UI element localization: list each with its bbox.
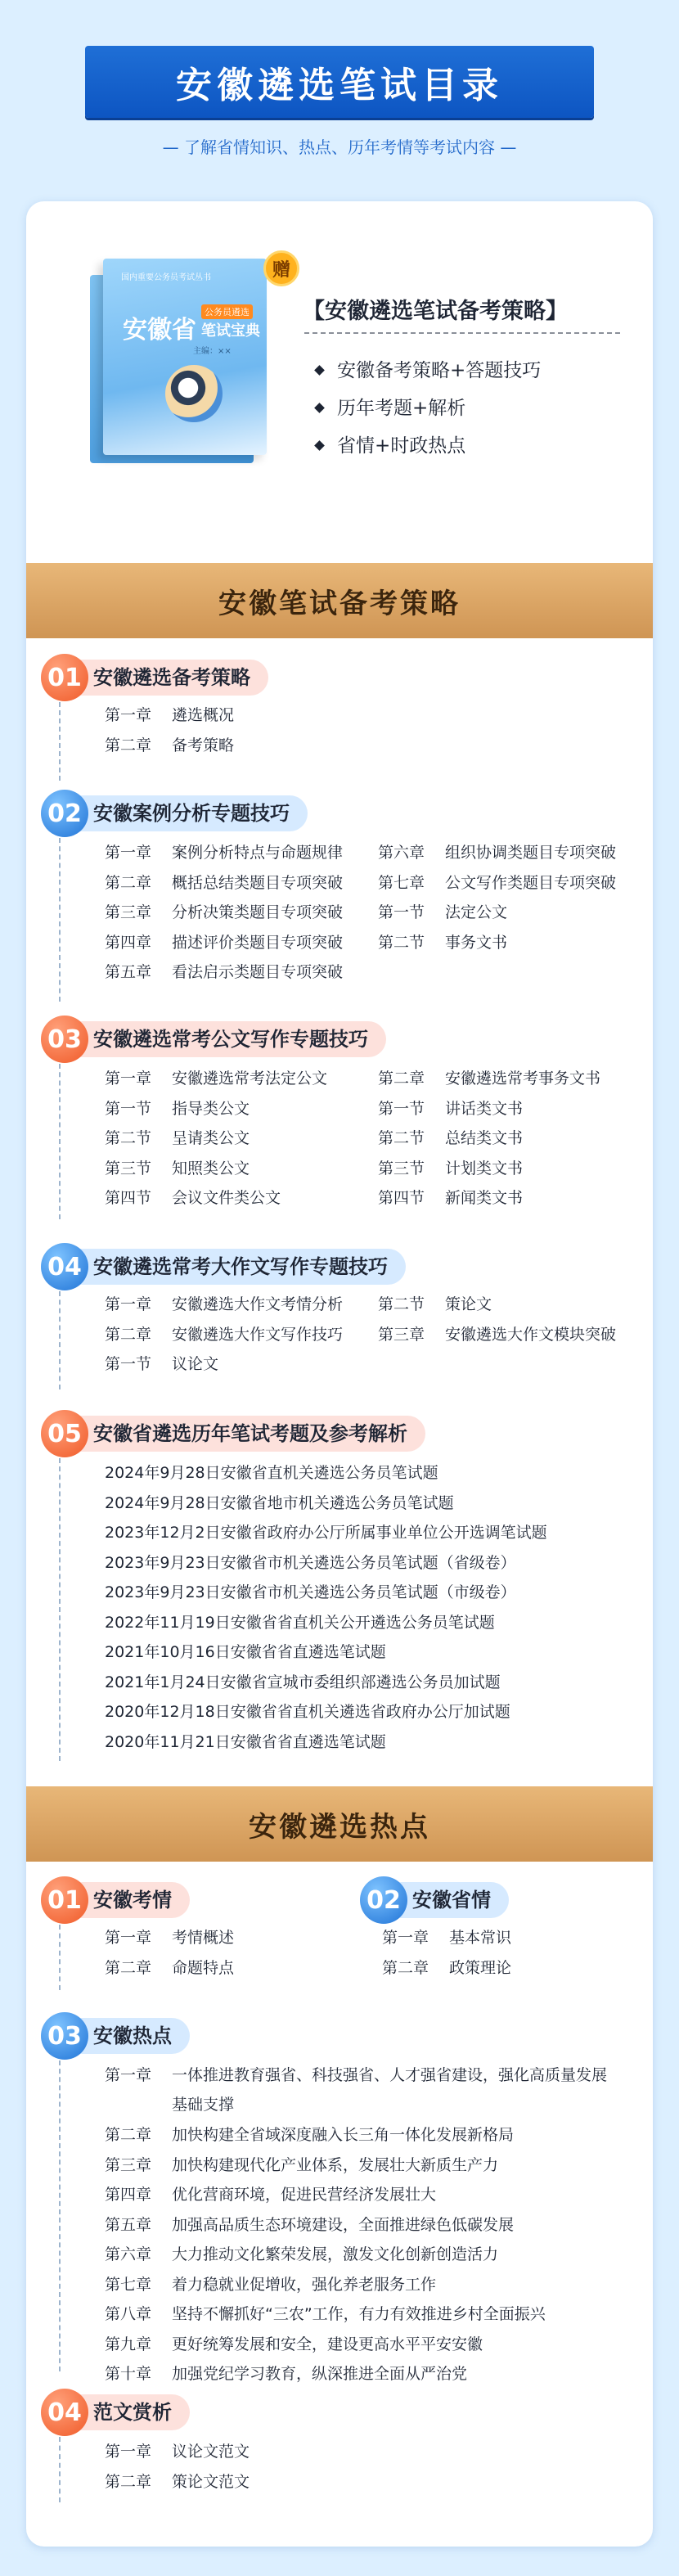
section-number-badge: 01 [41, 1876, 88, 1924]
chapter-number: 第一章 [105, 844, 152, 862]
chapter-number: 第五章 [105, 963, 152, 981]
chapter-number: 第三节 [378, 1159, 425, 1178]
chapter-number: 第一节 [105, 1099, 152, 1118]
chapter-title: 计划类文书 [445, 1159, 524, 1178]
chapter-number: 第一章 [105, 1929, 152, 1947]
catalog-row [105, 2299, 546, 2329]
chapter-number: 第二章 [105, 873, 152, 892]
chapter-title: 基本常识 [449, 1929, 512, 1947]
exam-paper-row: 2023年9月23日安徽省市机关遴选公务员笔试题（市级卷） [105, 1583, 516, 1601]
section-number-badge: 05 [41, 1410, 88, 1457]
catalog-row [382, 1953, 511, 1983]
section-number-badge: 02 [41, 790, 88, 837]
catalog-row [105, 2210, 514, 2240]
chapter-number: 第九章 [105, 2335, 152, 2353]
chapter-number: 第七章 [378, 873, 425, 892]
chapter-number: 第三章 [378, 1325, 425, 1344]
chapter-title: 着力稳就业促增收，强化养老服务工作 [172, 2275, 437, 2294]
chapter-number: 第二章 [105, 736, 152, 754]
section-header-s2 [41, 792, 308, 835]
section-header-s4 [41, 1245, 406, 1288]
catalog-row [105, 928, 343, 957]
chapter-number: 第二章 [105, 1958, 152, 1977]
strategy-item: 省情+时政热点 [316, 427, 541, 465]
chapter-title: 概括总结类题目专项突破 [172, 873, 344, 892]
timeline-dashed-line [59, 1064, 61, 1219]
exam-paper-row: 2022年11月19日安徽省省直机关公开遴选公务员笔试题 [105, 1613, 495, 1632]
catalog-row [105, 700, 234, 730]
catalog-row [105, 2437, 250, 2466]
chapter-title: 事务文书 [445, 933, 508, 952]
chapter-title: 命题特点 [172, 1958, 235, 1977]
chapter-title: 考情概述 [172, 1929, 235, 1947]
catalog-row [105, 1320, 343, 1349]
catalog-row [382, 1923, 511, 1952]
book-cover-title: 安徽省 [123, 316, 196, 345]
book-front-cover [103, 259, 267, 455]
strategy-list [316, 352, 541, 465]
section-number-badge: 04 [41, 1243, 88, 1290]
chapter-title: 备考策略 [172, 736, 235, 754]
strategy-title: 【安徽遴选笔试备考策略】 [303, 299, 568, 324]
chapter-number: 第二章 [105, 2126, 152, 2144]
catalog-row [378, 928, 507, 957]
chapter-title: 看法启示类题目专项突破 [172, 963, 344, 981]
section-header-s5 [41, 1412, 425, 1455]
catalog-row [378, 1320, 616, 1349]
catalog-row [105, 2150, 498, 2180]
chapter-number: 第一章 [105, 2443, 152, 2461]
catalog-row [105, 1183, 281, 1213]
chapter-title: 安徽遴选常考法定公文 [172, 1070, 328, 1088]
catalog-row [378, 1094, 523, 1124]
timeline-dashed-line [59, 838, 61, 1002]
section-header-h3 [41, 2015, 190, 2057]
catalog-row [105, 957, 343, 987]
catalog-row [378, 868, 616, 898]
chapter-title: 加快构建全省域深度融入长三角一体化发展新格局 [172, 2126, 515, 2144]
catalog-row [105, 1953, 234, 1983]
chapter-title: 法定公文 [445, 903, 508, 921]
exam-paper-row: 2024年9月28日安徽省地市机关遴选公务员笔试题 [105, 1493, 454, 1512]
chapter-title: 安徽遴选大作文写作技巧 [172, 1325, 344, 1344]
section-label: 安徽热点 [70, 2018, 190, 2054]
chapter-number: 第四节 [378, 1189, 425, 1207]
catalog-row [105, 898, 343, 927]
catalog-row [105, 2330, 483, 2359]
exam-paper-row: 2020年12月18日安徽省省直机关遴选省政府办公厅加试题 [105, 1703, 510, 1721]
chapter-title: 指导类公文 [172, 1099, 250, 1118]
page-subtitle: — 了解省情知识、热点、历年考情等考试内容 — [162, 137, 517, 157]
chapter-title: 安徽遴选大作文考情分析 [172, 1295, 344, 1313]
chapter-title: 政策理论 [449, 1958, 512, 1977]
catalog-row [105, 1094, 250, 1124]
chapter-number: 第一节 [105, 1355, 152, 1373]
section-label: 安徽案例分析专题技巧 [70, 795, 308, 831]
chapter-title: 公文写作类题目专项突破 [445, 873, 617, 892]
catalog-row [105, 868, 343, 898]
section-label: 范文赏析 [70, 2394, 190, 2430]
section-label: 安徽遴选常考公文写作专题技巧 [70, 1021, 386, 1057]
chapter-title: 加快构建现代化产业体系，发展壮大新质生产力 [172, 2155, 499, 2174]
chapter-number: 第二节 [378, 1129, 425, 1147]
catalog-row [378, 838, 616, 867]
chapter-title: 讲话类文书 [445, 1099, 524, 1118]
chapter-number: 第六章 [105, 2245, 152, 2263]
timeline-dashed-line [59, 702, 61, 781]
section-number-badge: 04 [41, 2389, 88, 2436]
chapter-number: 第三章 [105, 903, 152, 921]
strategy-divider [304, 332, 620, 334]
chapter-number: 第一章 [105, 1070, 152, 1088]
exam-paper-row: 2021年10月16日安徽省省直遴选笔试题 [105, 1643, 386, 1661]
book-cover-author: 主编：×× [193, 347, 232, 356]
catalog-row [105, 1290, 343, 1319]
catalog-row [105, 1124, 250, 1153]
catalog-row [378, 1064, 600, 1093]
page-title: 安徽遴选笔试目录 [85, 46, 594, 118]
chapter-title: 总结类文书 [445, 1129, 524, 1147]
catalog-row [105, 2060, 622, 2119]
chapter-number: 第一节 [378, 903, 425, 921]
section-header-s1 [41, 656, 268, 699]
chapter-number: 第三章 [105, 2155, 152, 2174]
section-label: 安徽遴选常考大作文写作专题技巧 [70, 1249, 406, 1285]
chapter-number: 第二节 [378, 1295, 425, 1313]
catalog-row [378, 1154, 523, 1183]
timeline-dashed-line [59, 1925, 61, 1990]
section-header-s3 [41, 1018, 386, 1061]
chapter-title: 大力推动文化繁荣发展，激发文化创新创造活力 [172, 2245, 499, 2263]
chapter-number: 第四节 [105, 1189, 152, 1207]
chapter-title: 一体推进教育强省、科技强省、人才强省建设，强化高质量发展基础支撑 [172, 2066, 608, 2114]
catalog-row [105, 2270, 436, 2299]
chapter-number: 第一节 [378, 1099, 425, 1118]
book-series-text: 国内重要公务员考试丛书 [121, 273, 211, 282]
catalog-row [105, 838, 343, 867]
chapter-number: 第一章 [105, 706, 152, 724]
chapter-title: 加强党纪学习教育，纵深推进全面从严治党 [172, 2365, 468, 2383]
chapter-number: 第二章 [382, 1958, 429, 1977]
catalog-row [105, 2467, 250, 2497]
section-label: 安徽遴选备考策略 [70, 660, 268, 696]
strategy-item: 历年考题+解析 [316, 390, 541, 427]
chapter-title: 分析决策类题目专项突破 [172, 903, 344, 921]
chapter-number: 第一章 [382, 1929, 429, 1947]
catalog-row [105, 1923, 234, 1952]
strategy-item: 安徽备考策略+答题技巧 [316, 352, 541, 390]
chapter-number: 第一章 [105, 1295, 152, 1313]
chapter-title: 知照类公文 [172, 1159, 250, 1178]
section-label: 安徽省情 [389, 1882, 509, 1918]
catalog-row [105, 2240, 498, 2269]
catalog-row [105, 2180, 436, 2209]
chapter-number: 第六章 [378, 844, 425, 862]
section-label: 安徽省遴选历年笔试考题及参考解析 [70, 1416, 425, 1452]
chapter-number: 第二节 [105, 1129, 152, 1147]
chapter-title: 坚持不懈抓好“三农”工作，有力有效推进乡村全面振兴 [172, 2305, 546, 2323]
book-cover-tag: 公务员遴选 [201, 304, 253, 319]
chapter-number: 第二章 [105, 1325, 152, 1344]
chapter-title: 优化营商环境，促进民营经济发展壮大 [172, 2186, 437, 2204]
section-number-badge: 01 [41, 654, 88, 701]
exam-paper-row: 2021年1月24日安徽省宣城市委组织部遴选公务员加试题 [105, 1673, 501, 1691]
catalog-card [26, 201, 653, 2547]
section-number-badge: 02 [360, 1876, 407, 1924]
catalog-row [105, 2359, 467, 2389]
catalog-row [378, 898, 507, 927]
catalog-row [105, 1064, 327, 1093]
timeline-dashed-line [59, 1458, 61, 1761]
chapter-number: 第四章 [105, 2186, 152, 2204]
catalog-row [378, 1183, 523, 1213]
chapter-title: 组织协调类题目专项突破 [445, 844, 617, 862]
chapter-title: 呈请类公文 [172, 1129, 250, 1147]
chapter-number: 第七章 [105, 2275, 152, 2294]
catalog-row [105, 1349, 218, 1379]
section-header-h1 [41, 1879, 190, 1921]
section-header-h2 [360, 1879, 509, 1921]
astronaut-illustration [165, 365, 223, 422]
chapter-number: 第十章 [105, 2365, 152, 2383]
timeline-dashed-line [59, 2437, 61, 2502]
catalog-row [105, 1154, 250, 1183]
chapter-title: 案例分析特点与命题规律 [172, 844, 344, 862]
catalog-row [378, 1290, 492, 1319]
book-cover-subtitle: 笔试宝典 [201, 322, 260, 340]
book-image [57, 250, 290, 471]
chapter-number: 第八章 [105, 2305, 152, 2323]
chapter-title: 描述评价类题目专项突破 [172, 933, 344, 952]
chapter-title: 策论文 [445, 1295, 492, 1313]
section-band-strategy: 安徽笔试备考策略 [26, 563, 653, 638]
section-number-badge: 03 [41, 2012, 88, 2060]
chapter-title: 加强高品质生态环境建设，全面推进绿色低碳发展 [172, 2215, 515, 2234]
chapter-number: 第五章 [105, 2215, 152, 2234]
exam-paper-row: 2023年9月23日安徽省市机关遴选公务员笔试题（省级卷） [105, 1553, 516, 1572]
catalog-row [105, 731, 234, 760]
timeline-dashed-line [59, 1291, 61, 1389]
chapter-number: 第二节 [378, 933, 425, 952]
section-band-hotspots: 安徽遴选热点 [26, 1786, 653, 1862]
chapter-number: 第一章 [105, 2066, 152, 2084]
chapter-title: 安徽遴选常考事务文书 [445, 1070, 601, 1088]
chapter-title: 议论文范文 [172, 2443, 250, 2461]
chapter-title: 会议文件类公文 [172, 1189, 281, 1207]
catalog-row [378, 1124, 523, 1153]
chapter-number: 第三节 [105, 1159, 152, 1178]
chapter-number: 第四章 [105, 933, 152, 952]
chapter-number: 第二章 [105, 2472, 152, 2491]
exam-paper-row: 2024年9月28日安徽省直机关遴选公务员笔试题 [105, 1464, 438, 1482]
timeline-dashed-line [59, 2060, 61, 2371]
chapter-title: 安徽遴选大作文模块突破 [445, 1325, 617, 1344]
exam-paper-row: 2023年12月2日安徽省政府办公厅所属事业单位公开选调笔试题 [105, 1524, 547, 1542]
gift-badge-icon: 赠 [263, 250, 299, 286]
chapter-title: 策论文范文 [172, 2472, 250, 2491]
section-label: 安徽考情 [70, 1882, 190, 1918]
chapter-title: 遴选概况 [172, 706, 235, 724]
chapter-title: 议论文 [172, 1355, 219, 1373]
section-number-badge: 03 [41, 1016, 88, 1063]
exam-paper-row: 2020年11月21日安徽省省直遴选笔试题 [105, 1732, 386, 1751]
chapter-title: 新闻类文书 [445, 1189, 524, 1207]
chapter-number: 第二章 [378, 1070, 425, 1088]
chapter-title: 更好统筹发展和安全，建设更高水平平安安徽 [172, 2335, 483, 2353]
catalog-row [105, 2120, 514, 2150]
section-header-h4 [41, 2391, 190, 2434]
